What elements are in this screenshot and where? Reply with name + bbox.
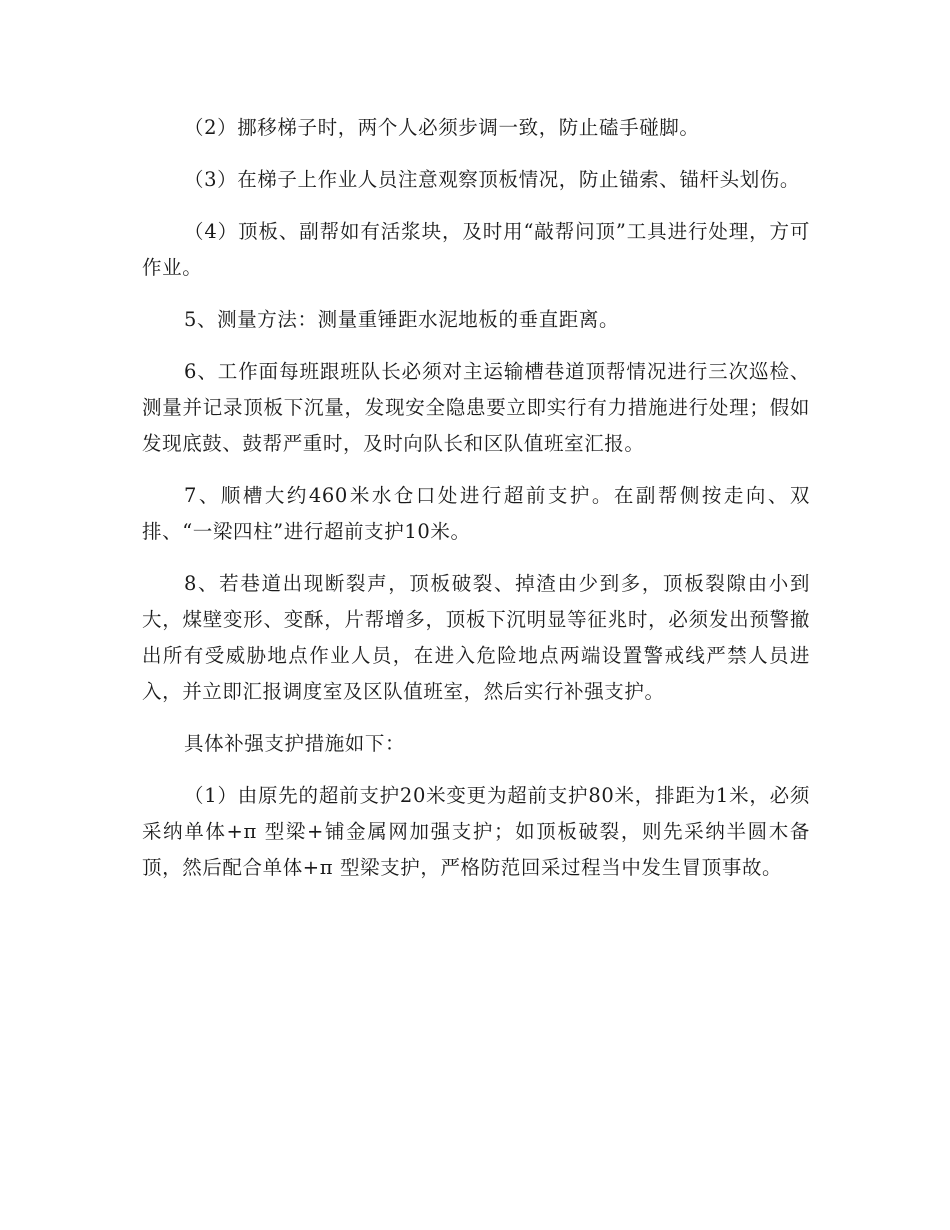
paragraph-step-2: （2）挪移梯子时，两个人必须步调一致，防止磕手碰脚。 (184, 116, 700, 139)
paragraph-item-8: 8、若巷道出现断裂声，顶板破裂、掉渣由少到多，顶板裂隙由小到大，煤壁变形、变酥，片帮增多，顶板下沉明显等征兆时，必须发出预警撤出所有受威胁地点作业人员，在进入危险地点两端设置警戒线严禁人员进入，并立即汇报调度室及区队值班室，然后实行补强支护。 (142, 572, 810, 703)
paragraph-item-7: 7、顺槽大约460米水仓口处进行超前支护。在副帮侧按走向、双排、“一梁四柱”进行超前支护10米。 (142, 484, 810, 543)
paragraph-measures-heading: 具体补强支护措施如下： (184, 732, 406, 755)
paragraph-step-4: （4）顶板、副帮如有活浆块，及时用“敲帮问顶”工具进行处理，方可作业。 (142, 220, 810, 279)
paragraph-step-3: （3）在梯子上作业人员注意观察顶板情况，防止锚索、锚杆头划伤。 (184, 168, 801, 191)
paragraph-measure-1: （1）由原先的超前支护20米变更为超前支护80米，排距为1米，必须采纳单体+π 型梁+铺金属网加强支护；如顶板破裂，则先采纳半圆木备顶，然后配合单体+π 型梁支护，严格防范回采过程当中发生冒顶事故。 (142, 784, 810, 879)
document-body (142, 110, 810, 902)
paragraph-item-6: 6、工作面每班跟班队长必须对主运输槽巷道顶帮情况进行三次巡检、测量并记录顶板下沉量，发现安全隐患要立即实行有力措施进行处理；假如发现底鼓、鼓帮严重时，及时向队长和区队值班室汇报。 (142, 360, 810, 455)
paragraph-item-5: 5、测量方法：测量重锤距水泥地板的垂直距离。 (184, 308, 620, 331)
